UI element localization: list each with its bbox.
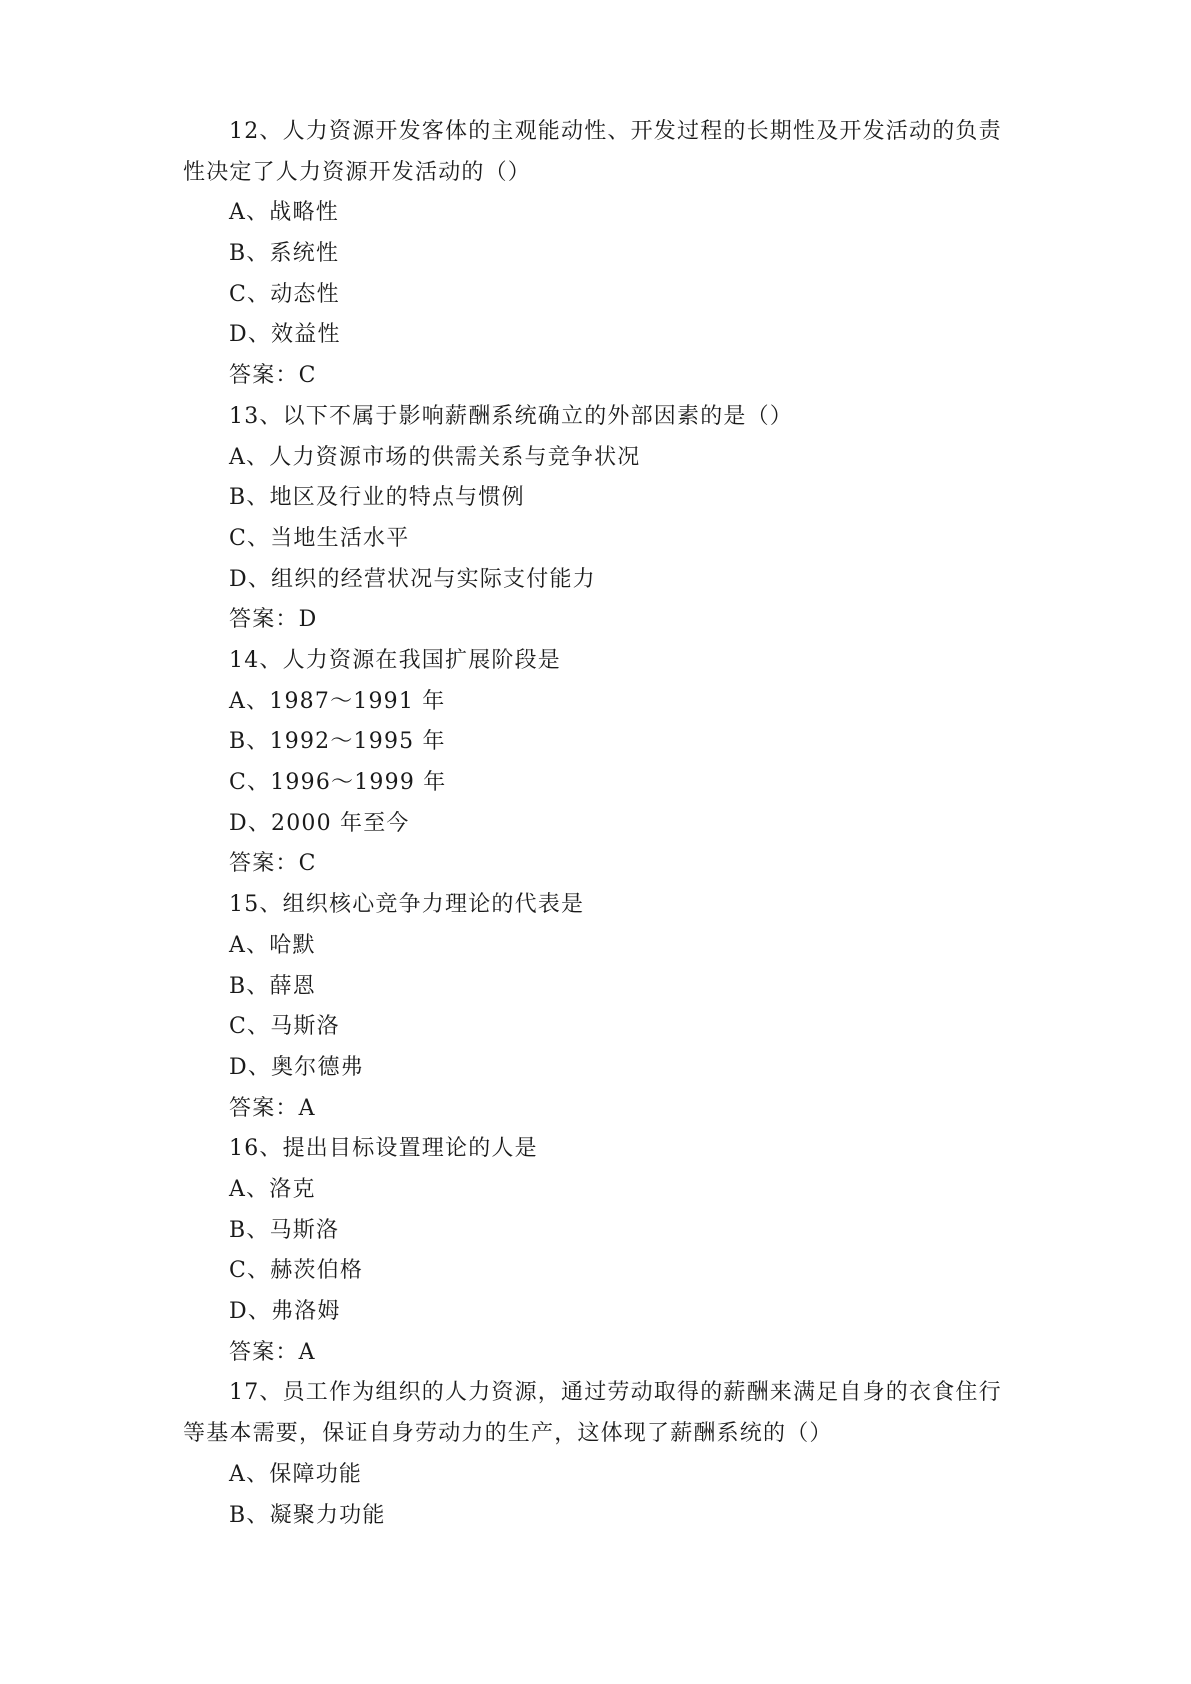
question-text: 14、人力资源在我国扩展阶段是 bbox=[229, 647, 561, 673]
option-b: B、凝聚力功能 bbox=[229, 1502, 386, 1528]
question-text: 17、员工作为组织的人力资源，通过劳动取得的薪酬来满足自身的衣食住行等基本需要，保证自身劳动力的生产，这体现了薪酬系统的（） bbox=[183, 1380, 1002, 1447]
answer: 答案：A bbox=[229, 1095, 316, 1121]
question-text: 15、组织核心竞争力理论的代表是 bbox=[229, 892, 585, 918]
question-13 bbox=[183, 397, 1013, 641]
option-c: C、马斯洛 bbox=[229, 1014, 340, 1040]
option-a: A、洛克 bbox=[229, 1176, 316, 1202]
option-c: C、当地生活水平 bbox=[229, 525, 410, 551]
option-b: B、1992～1995 年 bbox=[229, 729, 446, 755]
question-list bbox=[183, 112, 1013, 1536]
answer: 答案：C bbox=[229, 363, 317, 389]
question-text: 12、人力资源开发客体的主观能动性、开发过程的长期性及开发活动的负责性决定了人力资源开发活动的（） bbox=[183, 119, 1002, 185]
question-16 bbox=[183, 1129, 1013, 1373]
option-a: A、人力资源市场的供需关系与竞争状况 bbox=[229, 444, 641, 470]
option-d: D、组织的经营状况与实际支付能力 bbox=[229, 566, 596, 592]
option-d: D、弗洛姆 bbox=[229, 1299, 341, 1325]
question-15 bbox=[183, 885, 1013, 1129]
option-b: B、薛恩 bbox=[229, 973, 316, 999]
question-12 bbox=[183, 112, 1013, 397]
answer: 答案：A bbox=[229, 1339, 316, 1365]
option-c: C、赫茨伯格 bbox=[229, 1258, 364, 1284]
option-b: B、马斯洛 bbox=[229, 1217, 340, 1243]
option-a: A、保障功能 bbox=[229, 1461, 363, 1487]
option-a: A、哈默 bbox=[229, 932, 316, 958]
question-text: 16、提出目标设置理论的人是 bbox=[229, 1136, 538, 1162]
answer: 答案：C bbox=[229, 851, 317, 877]
option-b: B、系统性 bbox=[229, 241, 340, 267]
option-c: C、动态性 bbox=[229, 281, 340, 307]
option-d: D、奥尔德弗 bbox=[229, 1054, 364, 1080]
question-text: 13、以下不属于影响薪酬系统确立的外部因素的是（） bbox=[229, 403, 793, 429]
option-a: A、战略性 bbox=[229, 200, 339, 226]
option-a: A、1987～1991 年 bbox=[229, 688, 446, 714]
option-d: D、2000 年至今 bbox=[229, 810, 410, 836]
option-c: C、1996～1999 年 bbox=[229, 770, 447, 796]
question-14 bbox=[183, 641, 1013, 885]
answer: 答案：D bbox=[229, 607, 318, 633]
question-17 bbox=[183, 1373, 1013, 1536]
option-d: D、效益性 bbox=[229, 322, 341, 348]
option-b: B、地区及行业的特点与惯例 bbox=[229, 485, 525, 511]
